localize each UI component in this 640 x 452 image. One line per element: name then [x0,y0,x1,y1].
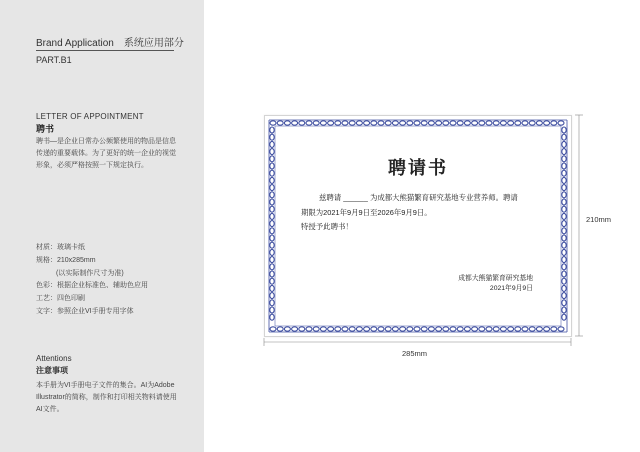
attention-title-en: Attentions [36,354,72,363]
spec-size: 规格：210x285mm [36,256,96,264]
width-dimension-label: 285mm [402,349,428,358]
spec-size-note: (以实际制作尺寸为准) [56,269,124,277]
certificate-body-line1: 兹聘请 ______ 为成都大熊猫繁育研究基地专业营养师。聘请 [319,193,518,202]
certificate-date: 2021年9月9日 [489,285,533,292]
section-title-en: LETTER OF APPOINTMENT [36,112,144,121]
spec-material: 材质：玻璃卡纸 [36,244,85,251]
attention-text: 本手册为VI手册电子文件的集合。AI为Adobe Illustrator的简称，制作和打印相关物料请使用AI文件。 [36,382,177,413]
brand-title-en: Brand Application [36,38,114,49]
section-description: 聘书—是企业日常办公频繁使用的物品是信息传递的重要载体。为了更好的统一企业的视觉形象，必须严格按照一下规定执行。 [36,138,176,169]
spec-font: 文字：参照企业VI手册专用字体 [36,307,134,315]
certificate-issuer: 成都大熊猫繁育研究基地 [458,275,533,282]
certificate-body-line3: 特授予此聘书！ [301,222,353,231]
spec-process: 工艺：四色印刷 [36,295,85,303]
certificate-title: 聘请书 [388,158,448,178]
part-label: PART.B1 [36,55,72,65]
attention-title-cn: 注意事项 [36,366,68,375]
height-dimension-label: 210mm [586,215,612,224]
certificate-body-line2: 期限为2021年9月9日至2026年9月9日。 [301,207,432,217]
spec-color: 色彩：根据企业标准色、辅助色应用 [36,282,148,290]
section-title-cn: 聘书 [36,124,55,134]
brand-title-cn: 系统应用部分 [123,38,184,49]
